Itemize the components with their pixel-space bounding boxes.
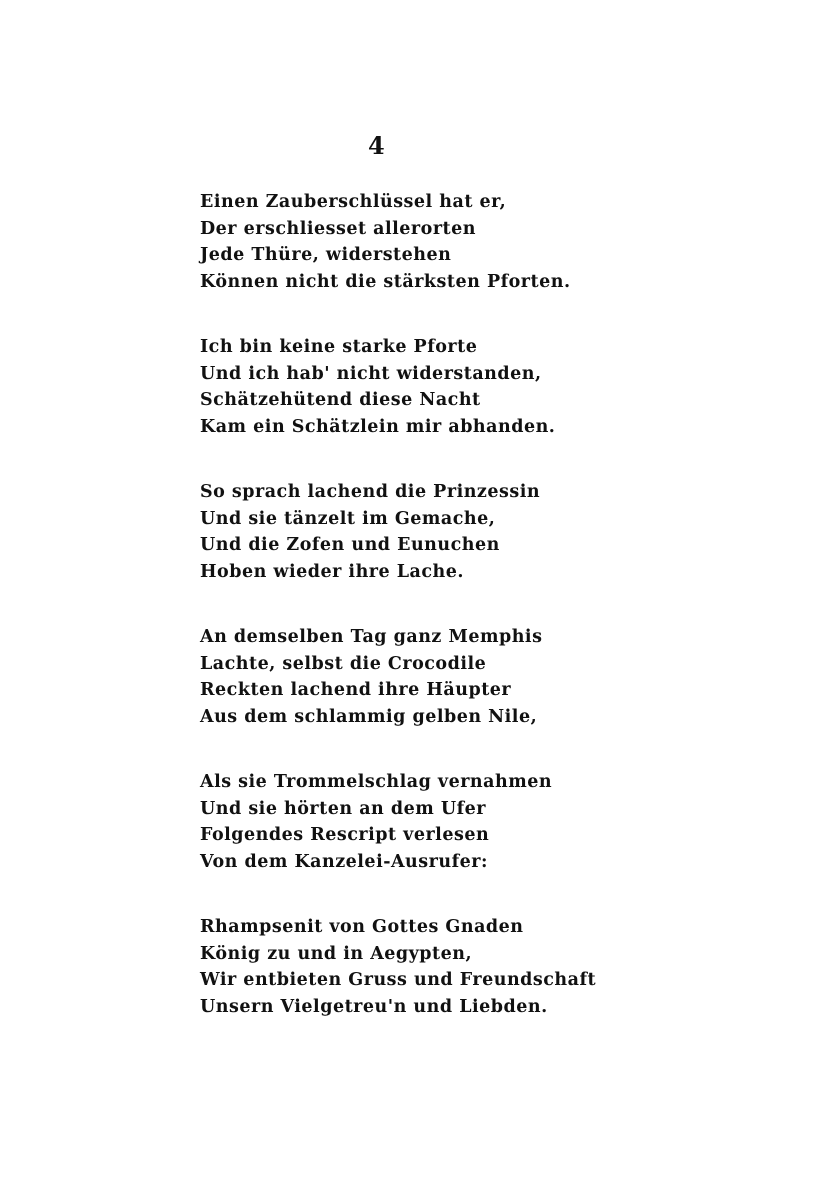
stanza-5 bbox=[200, 769, 640, 875]
poem-line: Und sie hörten an dem Ufer bbox=[200, 798, 486, 819]
poem-line: So sprach lachend die Prinzessin bbox=[200, 482, 541, 502]
poem-line: König zu und in Aegypten, bbox=[200, 943, 473, 964]
poem-line: Der erschliesset allerorten bbox=[200, 218, 476, 239]
stanza-1 bbox=[200, 189, 640, 295]
poem-line: Schätzehütend diese Nacht bbox=[200, 390, 481, 410]
poem-line: Unsern Vielgetreu'n und Liebden. bbox=[200, 996, 548, 1017]
poem-line: An demselben Tag ganz Memphis bbox=[200, 627, 543, 647]
poem-line: Einen Zauberschlüssel hat er, bbox=[200, 192, 507, 212]
poem-line: Jede Thüre, widerstehen bbox=[200, 245, 452, 265]
poem-line: Und die Zofen und Eunuchen bbox=[200, 535, 500, 555]
stanza-4 bbox=[200, 624, 640, 730]
poem-line: Hoben wieder ihre Lache. bbox=[200, 561, 464, 582]
poem-body bbox=[200, 189, 640, 1020]
poem-line: Können nicht die stärksten Pforten. bbox=[200, 271, 571, 292]
poem-line: Rhampsenit von Gottes Gnaden bbox=[200, 917, 524, 937]
page-number: 4 bbox=[368, 131, 385, 160]
poem-line: Folgendes Rescript verlesen bbox=[200, 825, 490, 845]
poem-line: Lachte, selbst die Crocodile bbox=[200, 653, 487, 674]
poem-line: Wir entbieten Gruss und Freundschaft bbox=[200, 970, 597, 990]
stanza-2 bbox=[200, 334, 640, 440]
stanza-3 bbox=[200, 479, 640, 585]
stanza-6 bbox=[200, 914, 640, 1020]
poem-line: Als sie Trommelschlag vernahmen bbox=[200, 772, 553, 792]
poem-line: Aus dem schlammig gelben Nile, bbox=[200, 706, 538, 727]
poem-line: Von dem Kanzelei-Ausrufer: bbox=[200, 851, 488, 872]
poem-line: Und sie tänzelt im Gemache, bbox=[200, 508, 496, 529]
poem-line: Reckten lachend ihre Häupter bbox=[200, 680, 512, 700]
poem-line: Kam ein Schätzlein mir abhanden. bbox=[200, 416, 556, 437]
poem-line: Und ich hab' nicht widerstanden, bbox=[200, 363, 542, 384]
poem-line: Ich bin keine starke Pforte bbox=[200, 337, 478, 357]
